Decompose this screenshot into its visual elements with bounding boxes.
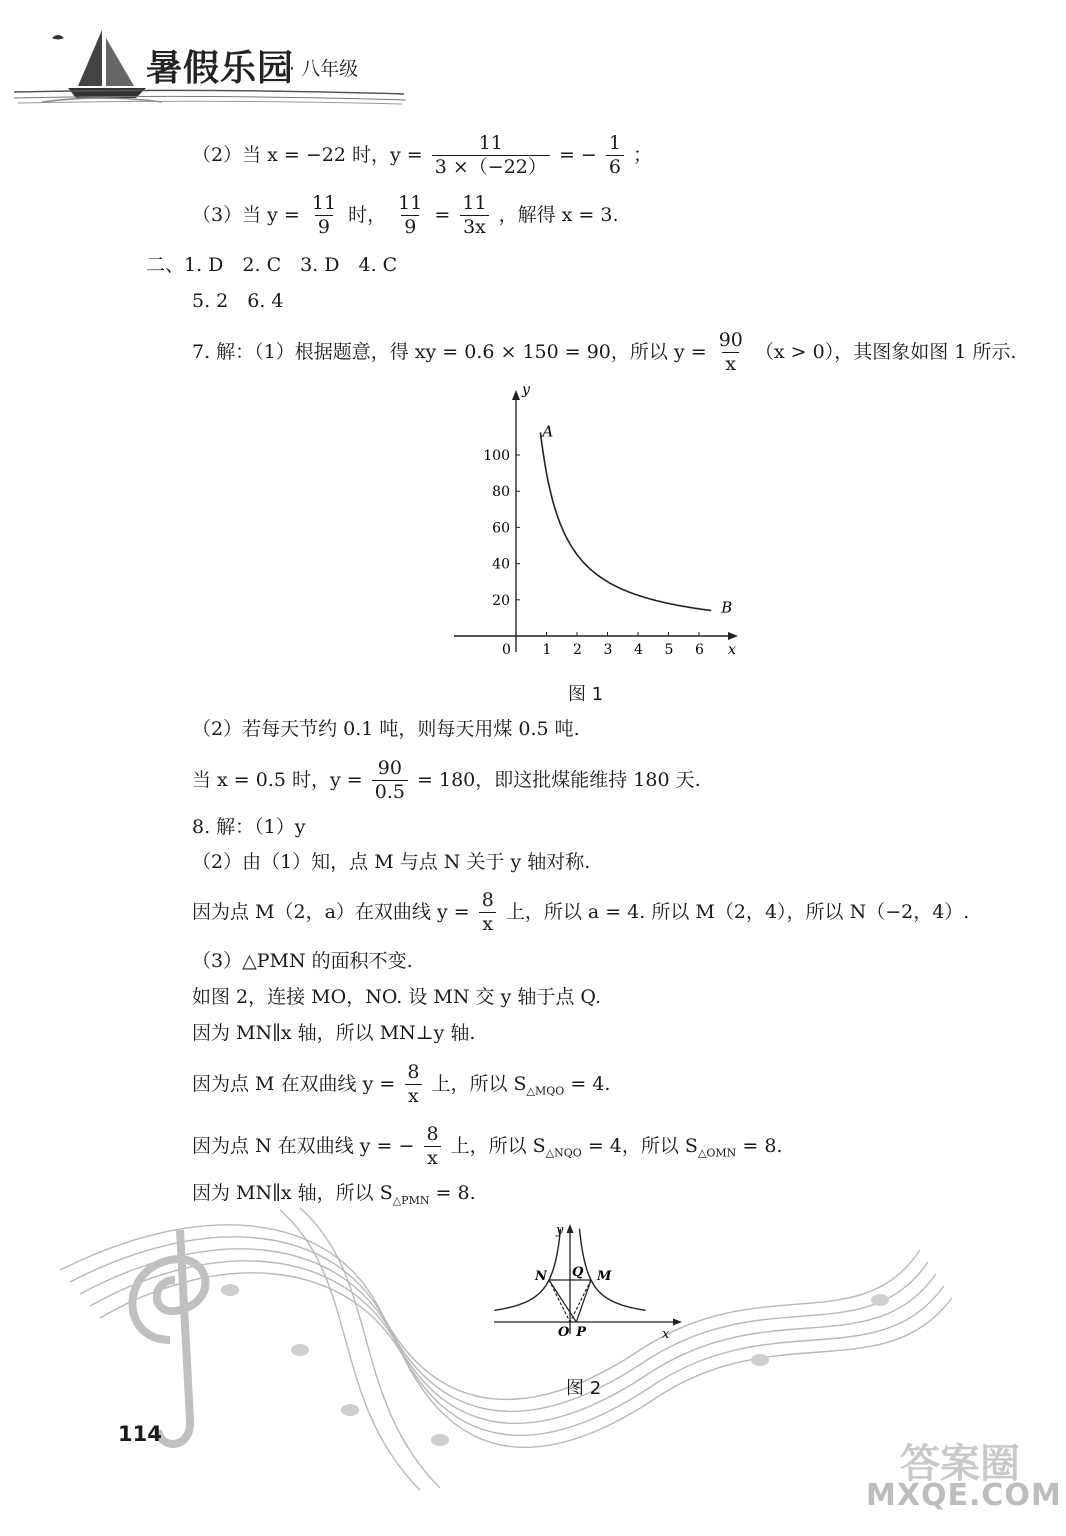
fig1-x-tick-label: 1	[542, 642, 552, 658]
watermark-logo: 答案圈	[900, 1441, 1020, 1487]
fig1-curve-y-90-over-x	[540, 432, 711, 610]
fig2-curve-left	[494, 1229, 560, 1311]
answer-line-2	[192, 133, 652, 179]
denominator: 0.5	[372, 780, 408, 804]
fig2-point-Q: Q	[572, 1265, 584, 1280]
q7-solution-2: （2）若每天节约 0.1 吨，则每天用煤 0.5 吨.	[192, 718, 580, 740]
text: =	[434, 203, 451, 226]
fraction	[479, 890, 497, 936]
q8-solution-6: 因为 MN∥x 轴，所以 MN⊥y 轴.	[192, 1022, 476, 1044]
fig1-point-A: A	[542, 422, 554, 441]
subscript: △PMN	[392, 1193, 430, 1207]
fig2-point-M: M	[597, 1269, 612, 1284]
figure-1-chart	[448, 386, 748, 666]
q7-solution-1	[192, 330, 1016, 376]
fig2-point-P: P	[576, 1325, 587, 1340]
watermark-url: MXQE.COM	[866, 1478, 1062, 1513]
fig2-segment-MO	[570, 1280, 591, 1322]
q8-solution-3	[192, 890, 969, 936]
fig1-x-tick-label: 0	[502, 642, 511, 658]
answers-part-2-fill: 5. 2 6. 4	[192, 290, 284, 312]
fraction	[404, 1062, 422, 1108]
denominator: 9	[401, 215, 419, 239]
text: 时，	[348, 203, 387, 226]
denominator: x	[424, 1146, 441, 1170]
fig2-segment-MP	[576, 1280, 591, 1322]
text: = 4，所以 S	[587, 1134, 698, 1157]
q8-solution-4: （3）△PMN 的面积不变.	[192, 950, 413, 972]
text: 因为点 N 在双曲线 y = −	[192, 1134, 415, 1157]
fig2-axes	[494, 1223, 682, 1342]
text: = 180，即这批煤能维持 180 天.	[417, 768, 701, 791]
fig1-y-tick-label: 20	[492, 592, 510, 609]
fig2-curve-right	[580, 1229, 646, 1311]
fig2-point-labels	[534, 1265, 612, 1340]
fig2-y-arrow	[567, 1224, 574, 1233]
denominator: x	[479, 912, 496, 936]
text: 上，所以 S	[450, 1134, 546, 1157]
fig1-y-tick-label: 60	[492, 520, 510, 537]
fig1-y-label: y	[522, 386, 530, 398]
subscript: △MQO	[526, 1084, 565, 1098]
fig2-segment-NO	[549, 1280, 570, 1322]
q8-solution-5: 如图 2，连接 MO，NO. 设 MN 交 y 轴于点 Q.	[192, 986, 602, 1008]
fraction	[606, 133, 624, 179]
answers-part-2-mc: 二、1. D 2. C 3. D 4. C	[146, 254, 398, 276]
fraction	[395, 193, 425, 239]
fig1-x-tick-label: 2	[573, 642, 582, 658]
fraction	[372, 758, 408, 804]
text: 当 x = 0.5 时，y =	[192, 768, 363, 791]
text: 因为 MN∥x 轴，所以 S	[192, 1182, 393, 1204]
numerator: 8	[426, 1123, 439, 1145]
numerator: 8	[407, 1061, 420, 1083]
fig2-segment-NP	[549, 1280, 576, 1322]
page-header	[14, 18, 414, 108]
numerator: 11	[398, 192, 423, 214]
fraction	[459, 193, 489, 239]
treble-clef-icon	[133, 1230, 206, 1444]
fraction	[432, 133, 550, 179]
header-underline	[14, 86, 414, 106]
fig1-x-tick-label: 4	[634, 642, 643, 658]
fig1-x-label: x	[728, 642, 736, 658]
denominator: 3x	[460, 215, 489, 239]
fig2-y-label: y	[556, 1223, 564, 1238]
q8-solution-2: （2）由（1）知，点 M 与点 N 关于 y 轴对称.	[192, 851, 591, 873]
page-number: 114	[118, 1422, 162, 1446]
fig1-x-tick-label: 3	[603, 642, 613, 658]
fig1-point-labels	[540, 422, 732, 616]
text: 7. 解：（1）根据题意，得 xy = 0.6 × 150 = 90，所以 y =	[192, 340, 707, 363]
denominator: x	[722, 352, 739, 376]
text: = 4.	[570, 1072, 611, 1095]
fig1-y-tick-label: 80	[492, 484, 510, 501]
fig2-x-label: x	[662, 1327, 670, 1342]
fig1-y-tick-label: 100	[483, 448, 510, 464]
fig1-x-tick-label: 5	[664, 642, 674, 658]
denominator: 9	[315, 215, 333, 239]
fraction	[309, 193, 339, 239]
text: 因为点 M（2，a）在双曲线 y =	[192, 900, 470, 923]
figure-2-caption: 图 2	[566, 1378, 602, 1399]
numerator: 90	[718, 329, 743, 351]
fig1-point-B: B	[721, 598, 733, 617]
text: ，解得 x = 3.	[498, 203, 619, 226]
q8-solution-7	[192, 1062, 610, 1108]
denominator: x	[405, 1084, 422, 1108]
answer-line-3	[192, 193, 619, 239]
fig1-y-tick-label: 40	[492, 556, 510, 573]
fig1-x-arrow	[728, 632, 738, 640]
figure-1-caption: 图 1	[568, 684, 604, 705]
fig2-x-arrow	[673, 1319, 682, 1326]
subscript: △NQO	[545, 1146, 582, 1160]
text: 上，所以 a = 4. 所以 M（2，4），所以 N（−2，4）.	[505, 900, 970, 923]
denominator: 6	[606, 155, 624, 179]
subscript: △OMN	[697, 1146, 737, 1160]
numerator: 11	[311, 192, 337, 214]
numerator: 11	[478, 132, 503, 154]
book-title: 暑假乐园	[146, 48, 295, 89]
text: （3）当 y =	[192, 203, 300, 226]
fig1-x-tick-label: 6	[695, 642, 704, 658]
text: = 8.	[742, 1134, 783, 1157]
text: （x > 0），其图象如图 1 所示.	[754, 340, 1017, 363]
text: 上，所以 S	[431, 1072, 527, 1095]
fraction	[423, 1124, 441, 1170]
numerator: 8	[481, 889, 494, 911]
text: = −	[558, 143, 597, 166]
figure-2-diagram	[490, 1222, 690, 1352]
numerator: 1	[608, 132, 621, 154]
q8-solution-8	[192, 1124, 782, 1170]
numerator: 11	[462, 192, 487, 214]
numerator: 90	[377, 757, 402, 779]
q7-solution-3	[192, 758, 701, 804]
denominator: 3 ×（−22）	[432, 155, 550, 179]
q8-solution-1: 8. 解：（1）y	[192, 816, 306, 838]
fraction	[716, 330, 746, 376]
fig2-point-N: N	[535, 1269, 547, 1284]
grade-label: · 八年级	[289, 58, 359, 80]
text: 因为点 M 在双曲线 y =	[192, 1072, 396, 1095]
text: ；	[633, 143, 653, 166]
fig2-point-O: O	[558, 1325, 570, 1340]
fig1-y-arrow	[512, 390, 520, 400]
q8-solution-9	[192, 1184, 476, 1206]
text: （2）当 x = −22 时，y =	[192, 143, 423, 166]
text: = 8.	[435, 1182, 476, 1204]
